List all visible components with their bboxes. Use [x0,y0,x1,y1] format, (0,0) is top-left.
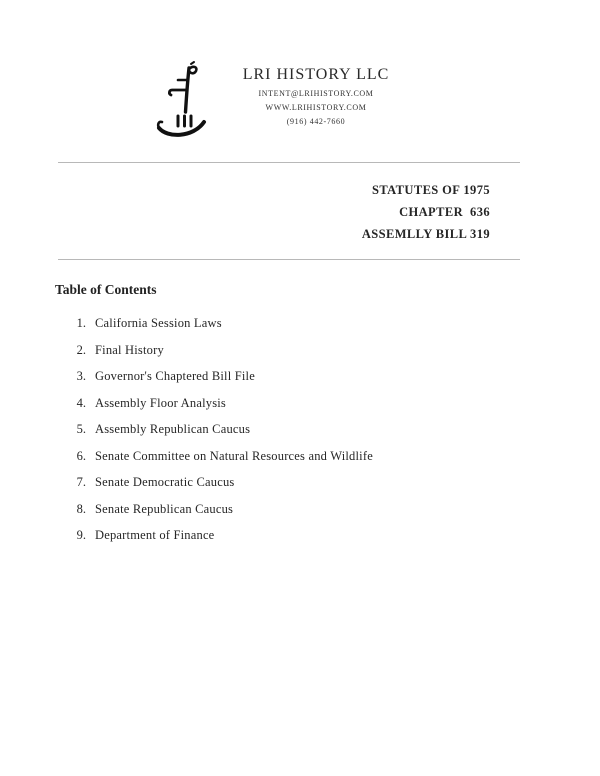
toc-item [68,422,600,437]
toc-item-number: 3. [76,369,86,383]
toc-item-label: Final History [95,342,164,357]
toc-title: Table of Contents [55,282,157,297]
toc-item-number: 1. [76,316,86,330]
toc-item-label: California Session Laws [95,316,222,330]
statute-year-line: STATUTES OF 1975 [372,183,490,197]
company-email: INTENT@LRIHISTORY.COM [258,89,374,98]
lamppost-logo-icon [151,60,213,140]
company-website: WWW.LRIHISTORY.COM [265,103,367,112]
toc-item-number: 8. [76,501,86,516]
toc-item-label: Senate Democratic Caucus [95,475,235,489]
toc-item-number: 9. [76,528,86,542]
toc-item [68,475,600,490]
toc-item-label: Senate Committee on Natural Resources and Wildlife [95,448,373,463]
toc-item [68,369,600,384]
toc-item-label: Assembly Republican Caucus [95,422,251,436]
toc-item [68,396,600,411]
toc-item-number: 5. [76,422,86,436]
toc-list [68,316,600,543]
letterhead [0,0,600,140]
company-name: LRI HISTORY LLC [242,66,390,83]
toc-item [68,316,600,331]
statute-chapter-line: CHAPTER 636 [399,205,490,219]
toc-item [68,343,600,358]
divider-bottom [58,259,520,260]
letterhead-contact [243,60,390,126]
toc-item-label: Senate Republican Caucus [95,501,234,516]
toc-item-number: 6. [76,448,86,463]
toc-item [68,502,600,517]
toc-item-label: Department of Finance [95,528,215,542]
toc-item [68,528,600,543]
statute-bill-line: ASSEMLLY BILL 319 [361,227,490,241]
toc-item-number: 4. [76,395,86,410]
toc-item [68,449,600,464]
divider-top [58,162,520,163]
toc-item-label: Assembly Floor Analysis [95,395,226,410]
statute-block [0,179,600,245]
company-phone: (916) 442-7660 [286,117,346,126]
toc-item-number: 2. [76,342,86,357]
toc-item-label: Governor's Chaptered Bill File [95,369,255,383]
toc-item-number: 7. [76,475,86,489]
